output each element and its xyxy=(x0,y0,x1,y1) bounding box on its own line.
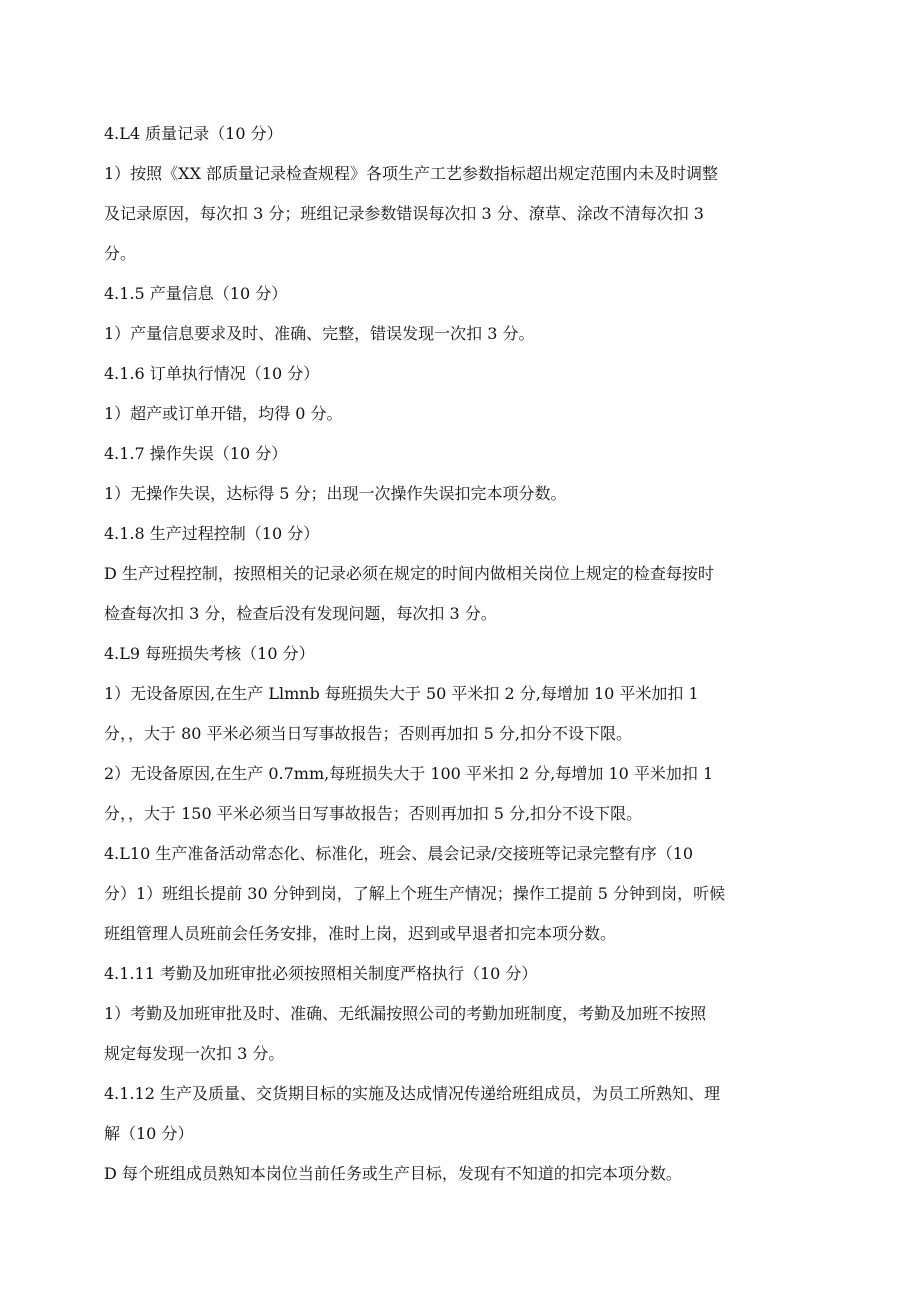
text-line: 分）1）班组长提前 30 分钟到岗，了解上个班生产情况；操作工提前 5 分钟到岗，听候 xyxy=(104,884,726,903)
text-line: 及记录原因，每次扣 3 分；班组记录参数错误每次扣 3 分、潦草、涂改不清每次扣 3 xyxy=(104,204,704,223)
section-heading: 4.1.12 生产及质量、交货期目标的实施及达成情况传递给班组成员，为员工所熟知、理 xyxy=(104,1084,720,1103)
section-heading: 4.L10 生产准备活动常态化、标准化，班会、晨会记录/交接班等记录完整有序（10 xyxy=(104,844,694,863)
text-line: 1）考勤及加班审批及时、准确、无纸漏按照公司的考勤加班制度，考勤及加班不按照 xyxy=(104,1004,707,1023)
document-body xyxy=(104,114,820,1194)
section-heading: 4.L9 每班损失考核（10 分） xyxy=(104,644,315,663)
section-heading: 4.1.11 考勤及加班审批必须按照相关制度严格执行（10 分） xyxy=(104,964,538,983)
section-heading: 4.1.8 生产过程控制（10 分） xyxy=(104,524,320,543)
text-line: 1）超产或订单开错，均得 0 分。 xyxy=(104,404,343,423)
text-line: 2）无设备原因,在生产 0.7mm,每班损失大于 100 平米扣 2 分,每增加 10 平米加扣 1 xyxy=(104,764,714,783)
text-line: 规定每发现一次扣 3 分。 xyxy=(104,1044,285,1063)
text-line: 分，，大于 80 平米必须当日写事故报告；否则再加扣 5 分,扣分不设下限。 xyxy=(104,724,632,743)
text-line: D 生产过程控制，按照相关的记录必须在规定的时间内做相关岗位上规定的检查每按时 xyxy=(104,564,714,583)
text-line: 1）无设备原因,在生产 Llmnb 每班损失大于 50 平米扣 2 分,每增加 10 平米加扣 1 xyxy=(104,684,699,703)
text-line: 分。 xyxy=(104,244,137,263)
text-line: 解（10 分） xyxy=(104,1124,194,1143)
text-line: 分，，大于 150 平米必须当日写事故报告；否则再加扣 5 分,扣分不设下限。 xyxy=(104,804,643,823)
text-line: D 每个班组成员熟知本岗位当前任务或生产目标，发现有不知道的扣完本项分数。 xyxy=(104,1164,682,1183)
text-line: 1）按照《XX 部质量记录检查规程》各项生产工艺参数指标超出规定范围内未及时调整 xyxy=(104,164,719,183)
text-line: 班组管理人员班前会任务安排，准时上岗，迟到或早退者扣完本项分数。 xyxy=(104,924,617,943)
section-heading: 4.1.7 操作失误（10 分） xyxy=(104,444,288,463)
section-heading: 4.1.6 订单执行情况（10 分） xyxy=(104,364,320,383)
text-line: 1）产量信息要求及时、准确、完整，错误发现一次扣 3 分。 xyxy=(104,324,535,343)
text-line: 检查每次扣 3 分，检查后没有发现问题，每次扣 3 分。 xyxy=(104,604,497,623)
section-heading: 4.1.5 产量信息（10 分） xyxy=(104,284,288,303)
text-line: 1）无操作失误，达标得 5 分；出现一次操作失误扣完本项分数。 xyxy=(104,484,567,503)
section-heading: 4.L4 质量记录（10 分） xyxy=(104,124,283,143)
